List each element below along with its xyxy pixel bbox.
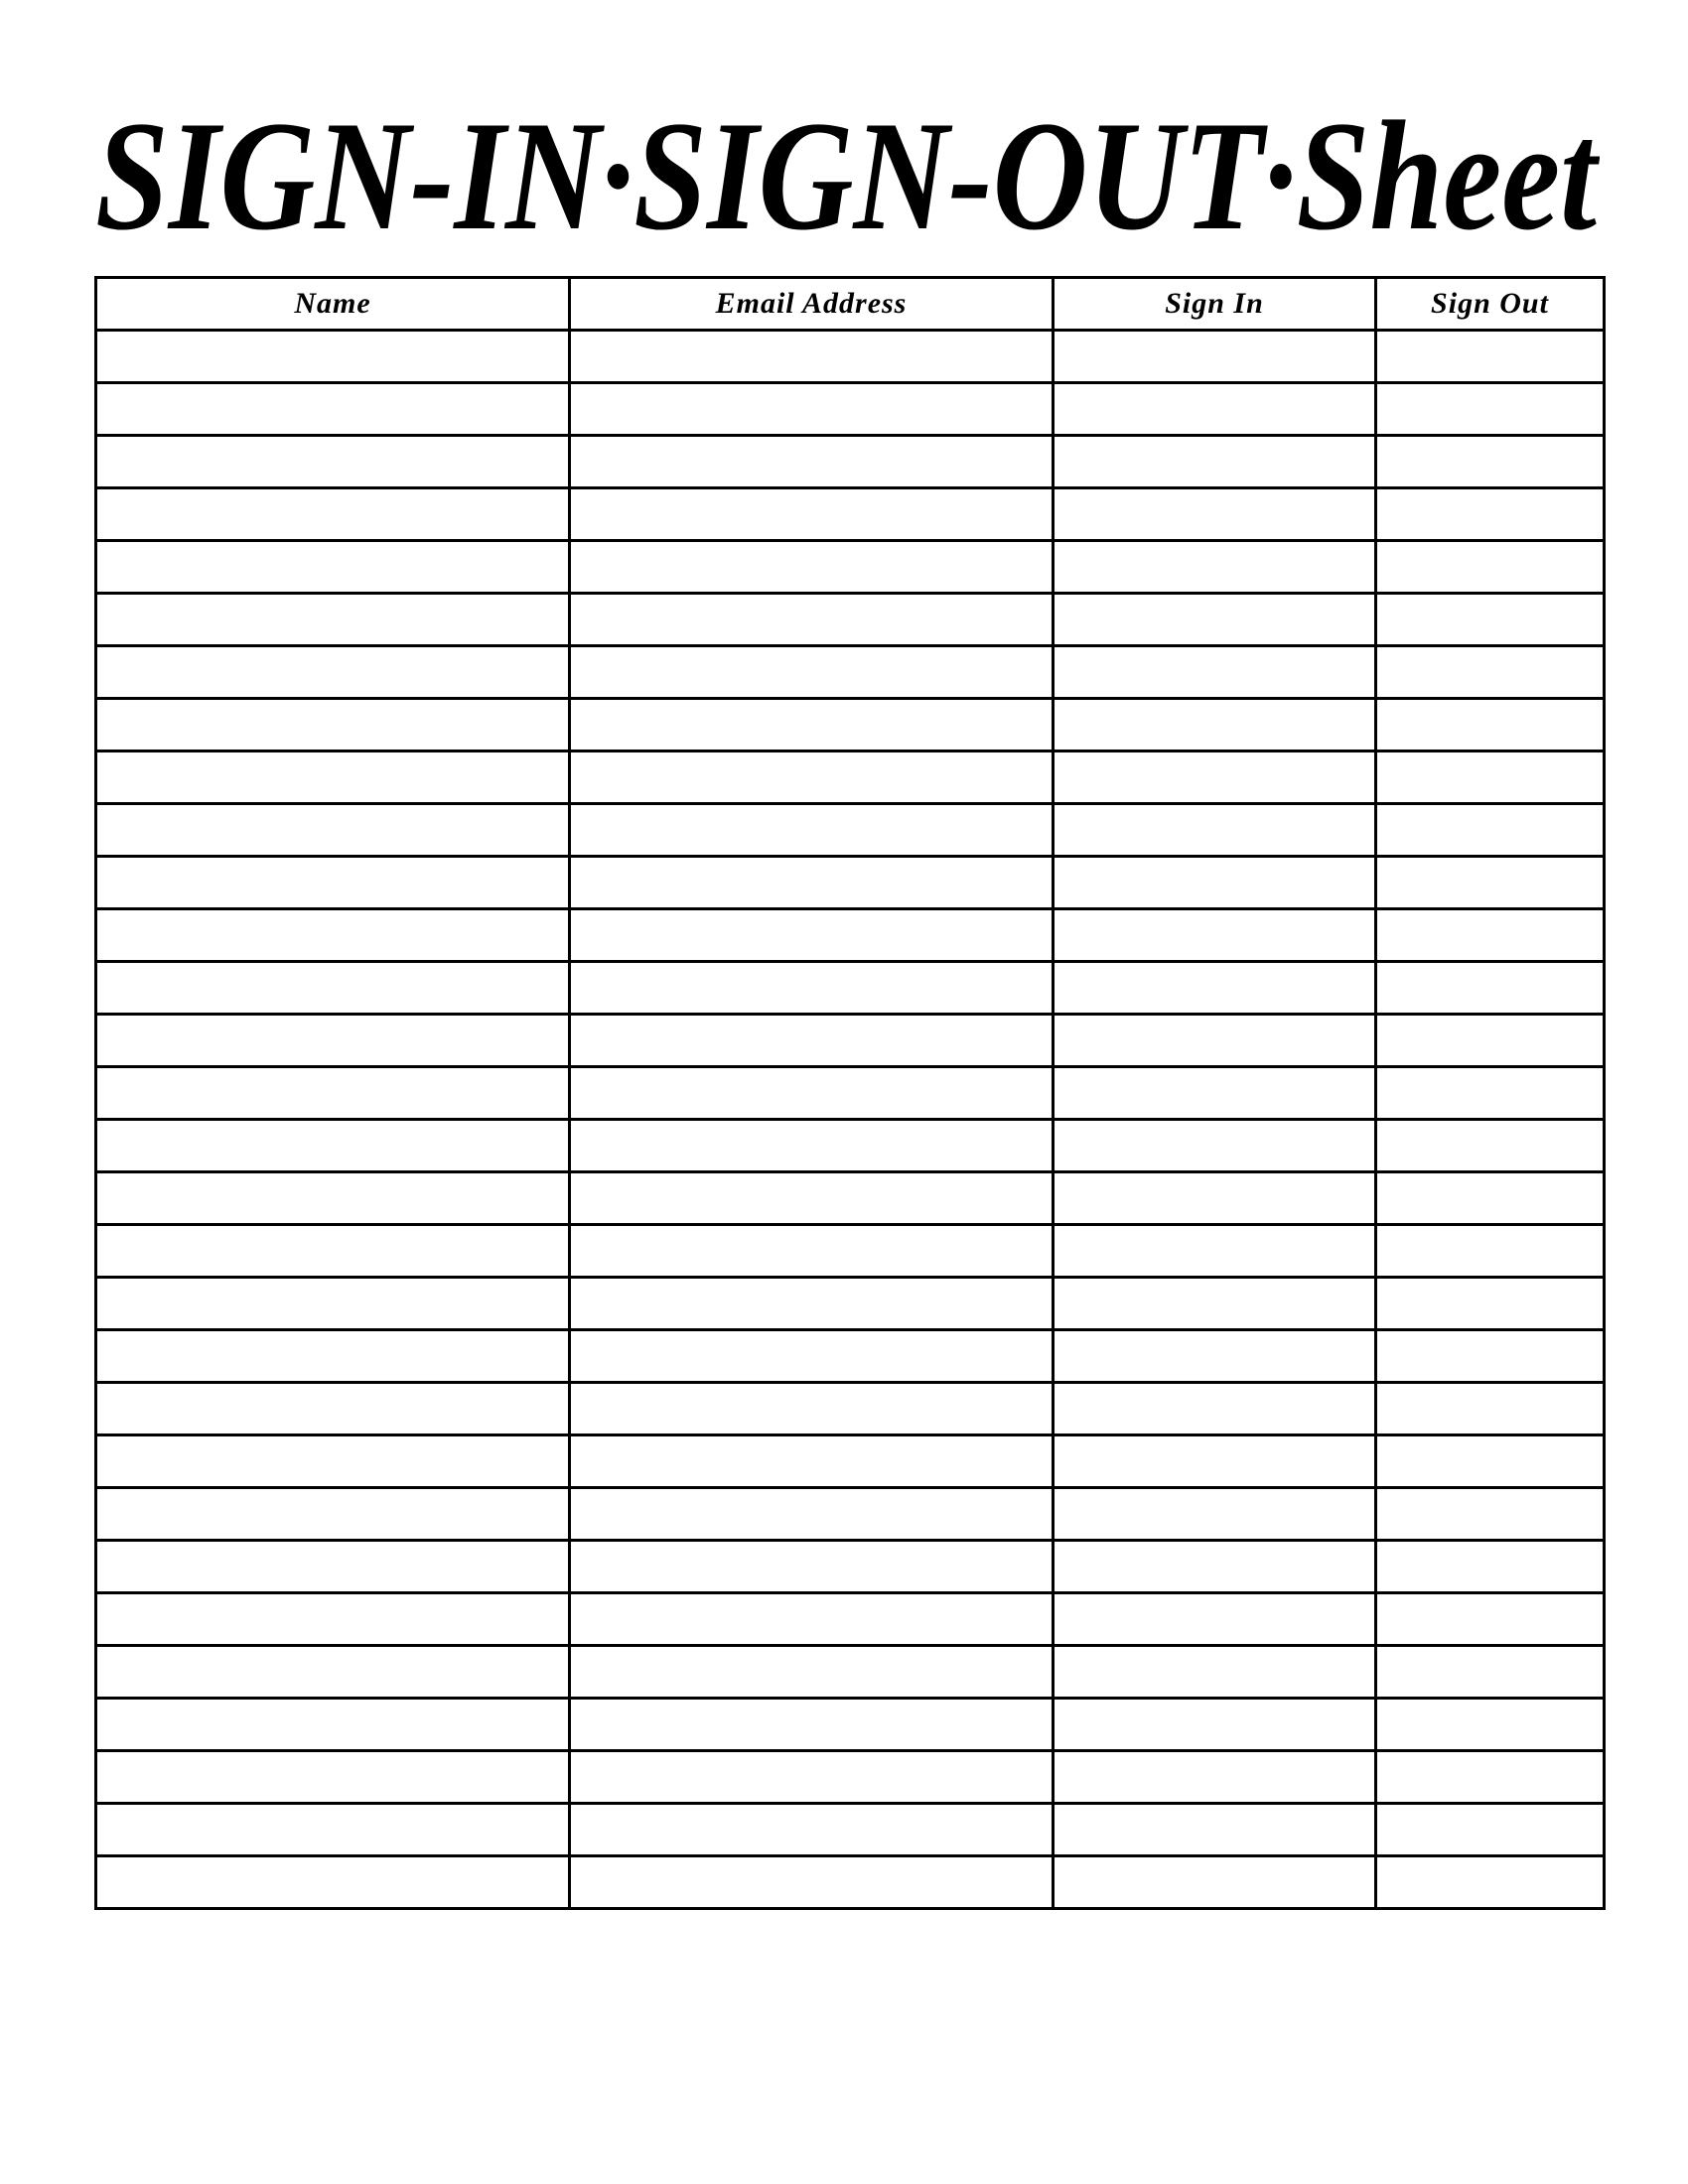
sign-out-cell[interactable]	[1376, 594, 1605, 646]
sign-out-cell[interactable]	[1376, 1435, 1605, 1488]
table-row	[96, 699, 1605, 751]
name-cell[interactable]	[96, 1330, 570, 1383]
sign-out-cell[interactable]	[1376, 436, 1605, 488]
sign-in-cell[interactable]	[1054, 383, 1376, 436]
email-cell[interactable]	[570, 1278, 1054, 1330]
sign-in-cell[interactable]	[1054, 1699, 1376, 1751]
name-cell[interactable]	[96, 594, 570, 646]
sign-out-cell[interactable]	[1376, 1541, 1605, 1593]
sign-in-cell[interactable]	[1054, 1593, 1376, 1646]
name-cell[interactable]	[96, 1015, 570, 1067]
name-cell[interactable]	[96, 1225, 570, 1278]
email-cell[interactable]	[570, 541, 1054, 594]
table-row	[96, 1225, 1605, 1278]
header-row	[96, 278, 1605, 331]
email-cell[interactable]	[570, 857, 1054, 909]
sign-in-cell[interactable]	[1054, 1435, 1376, 1488]
email-cell[interactable]	[570, 1646, 1054, 1699]
sign-out-cell[interactable]	[1376, 1330, 1605, 1383]
table-row	[96, 488, 1605, 541]
name-cell[interactable]	[96, 1067, 570, 1120]
sign-out-cell[interactable]	[1376, 488, 1605, 541]
sign-out-cell[interactable]	[1376, 1699, 1605, 1751]
name-cell[interactable]	[96, 1593, 570, 1646]
table-row	[96, 1120, 1605, 1172]
sign-out-cell[interactable]	[1376, 383, 1605, 436]
sign-out-cell[interactable]	[1376, 541, 1605, 594]
sign-in-cell[interactable]	[1054, 804, 1376, 857]
name-cell[interactable]	[96, 541, 570, 594]
email-cell[interactable]	[570, 488, 1054, 541]
sheet-title	[95, 91, 1600, 270]
sign-out-cell[interactable]	[1376, 1225, 1605, 1278]
sign-out-cell[interactable]	[1376, 857, 1605, 909]
name-cell[interactable]	[96, 1172, 570, 1225]
name-cell[interactable]	[96, 1435, 570, 1488]
name-cell[interactable]	[96, 1856, 570, 1909]
email-cell[interactable]	[570, 1383, 1054, 1435]
sign-in-cell[interactable]	[1054, 699, 1376, 751]
table-row	[96, 804, 1605, 857]
email-cell[interactable]	[570, 1488, 1054, 1541]
table-row	[96, 436, 1605, 488]
sheet-title-graphic	[95, 91, 1600, 270]
sign-out-cell[interactable]	[1376, 804, 1605, 857]
name-cell[interactable]	[96, 962, 570, 1015]
email-cell[interactable]	[570, 909, 1054, 962]
sign-in-cell[interactable]	[1054, 436, 1376, 488]
sign-in-cell[interactable]	[1054, 857, 1376, 909]
name-cell[interactable]	[96, 751, 570, 804]
name-cell[interactable]	[96, 646, 570, 699]
table-row	[96, 857, 1605, 909]
sign-in-cell[interactable]	[1054, 594, 1376, 646]
table-row	[96, 1856, 1605, 1909]
sign-out-cell[interactable]	[1376, 1646, 1605, 1699]
sign-out-cell[interactable]	[1376, 1278, 1605, 1330]
name-cell[interactable]	[96, 1646, 570, 1699]
email-cell[interactable]	[570, 1067, 1054, 1120]
table-row	[96, 1646, 1605, 1699]
table-row	[96, 751, 1605, 804]
email-cell[interactable]	[570, 1593, 1054, 1646]
email-cell[interactable]	[570, 1330, 1054, 1383]
column-header-sign-out: Sign Out	[1376, 278, 1605, 331]
sign-in-cell[interactable]	[1054, 541, 1376, 594]
email-cell[interactable]	[570, 1225, 1054, 1278]
sign-in-cell[interactable]	[1054, 1067, 1376, 1120]
sign-in-cell[interactable]	[1054, 1383, 1376, 1435]
email-cell[interactable]	[570, 1120, 1054, 1172]
table-row	[96, 1751, 1605, 1804]
sign-out-cell[interactable]	[1376, 1804, 1605, 1856]
name-cell[interactable]	[96, 436, 570, 488]
sign-in-cell[interactable]	[1054, 909, 1376, 962]
table-row	[96, 1804, 1605, 1856]
sign-out-cell[interactable]	[1376, 751, 1605, 804]
sign-in-cell[interactable]	[1054, 1172, 1376, 1225]
email-cell[interactable]	[570, 1435, 1054, 1488]
name-cell[interactable]	[96, 1383, 570, 1435]
sign-in-cell[interactable]	[1054, 1225, 1376, 1278]
table-body	[96, 331, 1605, 1909]
name-cell[interactable]	[96, 1804, 570, 1856]
table-row	[96, 1067, 1605, 1120]
table-row	[96, 1383, 1605, 1435]
table-row	[96, 1278, 1605, 1330]
name-cell[interactable]	[96, 1120, 570, 1172]
name-cell[interactable]	[96, 699, 570, 751]
email-cell[interactable]	[570, 1804, 1054, 1856]
sign-in-cell[interactable]	[1054, 1488, 1376, 1541]
table-row	[96, 1435, 1605, 1488]
name-cell[interactable]	[96, 857, 570, 909]
table-row	[96, 962, 1605, 1015]
name-cell[interactable]	[96, 488, 570, 541]
table-row	[96, 383, 1605, 436]
email-cell[interactable]	[570, 646, 1054, 699]
email-cell[interactable]	[570, 1856, 1054, 1909]
sign-out-cell[interactable]	[1376, 646, 1605, 699]
sign-out-cell[interactable]	[1376, 909, 1605, 962]
sign-in-cell[interactable]	[1054, 1541, 1376, 1593]
email-cell[interactable]	[570, 699, 1054, 751]
sign-in-table	[94, 276, 1606, 1910]
email-cell[interactable]	[570, 331, 1054, 383]
table-row	[96, 909, 1605, 962]
sign-out-cell[interactable]	[1376, 1383, 1605, 1435]
table-row	[96, 1488, 1605, 1541]
email-cell[interactable]	[570, 594, 1054, 646]
name-cell[interactable]	[96, 804, 570, 857]
name-cell[interactable]	[96, 1541, 570, 1593]
email-cell[interactable]	[570, 962, 1054, 1015]
sign-in-cell[interactable]	[1054, 1751, 1376, 1804]
name-cell[interactable]	[96, 1751, 570, 1804]
sign-in-cell[interactable]	[1054, 1804, 1376, 1856]
column-header-sign-in: Sign In	[1054, 278, 1376, 331]
column-header-email: Email Address	[570, 278, 1054, 331]
sign-in-cell[interactable]	[1054, 1646, 1376, 1699]
name-cell[interactable]	[96, 331, 570, 383]
name-cell[interactable]	[96, 1278, 570, 1330]
sign-out-cell[interactable]	[1376, 1593, 1605, 1646]
email-cell[interactable]	[570, 1015, 1054, 1067]
name-cell[interactable]	[96, 1699, 570, 1751]
email-cell[interactable]	[570, 1172, 1054, 1225]
sign-in-cell[interactable]	[1054, 751, 1376, 804]
name-cell[interactable]	[96, 1488, 570, 1541]
email-cell[interactable]	[570, 804, 1054, 857]
sign-in-cell[interactable]	[1054, 1856, 1376, 1909]
table-row	[96, 1172, 1605, 1225]
email-cell[interactable]	[570, 436, 1054, 488]
sign-in-cell[interactable]	[1054, 1015, 1376, 1067]
sign-out-cell[interactable]	[1376, 1120, 1605, 1172]
email-cell[interactable]	[570, 1699, 1054, 1751]
table-row	[96, 1593, 1605, 1646]
sign-out-cell[interactable]	[1376, 962, 1605, 1015]
table-row	[96, 1330, 1605, 1383]
name-cell[interactable]	[96, 909, 570, 962]
table-row	[96, 1541, 1605, 1593]
sign-out-cell[interactable]	[1376, 1488, 1605, 1541]
sign-in-cell[interactable]	[1054, 646, 1376, 699]
email-cell[interactable]	[570, 383, 1054, 436]
sheet-title-text: SIGN-IN·SIGN-OUT·Sheet	[95, 91, 1600, 263]
column-header-name: Name	[96, 278, 570, 331]
table-row	[96, 331, 1605, 383]
table-row	[96, 594, 1605, 646]
sign-out-cell[interactable]	[1376, 331, 1605, 383]
sign-out-cell[interactable]	[1376, 1067, 1605, 1120]
table-row	[96, 541, 1605, 594]
sign-out-cell[interactable]	[1376, 1751, 1605, 1804]
table-row	[96, 646, 1605, 699]
email-cell[interactable]	[570, 1751, 1054, 1804]
table-row	[96, 1015, 1605, 1067]
table-row	[96, 1699, 1605, 1751]
email-cell[interactable]	[570, 1541, 1054, 1593]
sign-in-cell[interactable]	[1054, 331, 1376, 383]
email-cell[interactable]	[570, 751, 1054, 804]
sign-in-cell[interactable]	[1054, 962, 1376, 1015]
sign-out-cell[interactable]	[1376, 1856, 1605, 1909]
sign-in-cell[interactable]	[1054, 1120, 1376, 1172]
sign-in-cell[interactable]	[1054, 488, 1376, 541]
name-cell[interactable]	[96, 383, 570, 436]
sign-out-cell[interactable]	[1376, 699, 1605, 751]
sign-in-cell[interactable]	[1054, 1278, 1376, 1330]
sign-in-cell[interactable]	[1054, 1330, 1376, 1383]
sign-out-cell[interactable]	[1376, 1015, 1605, 1067]
sign-out-cell[interactable]	[1376, 1172, 1605, 1225]
